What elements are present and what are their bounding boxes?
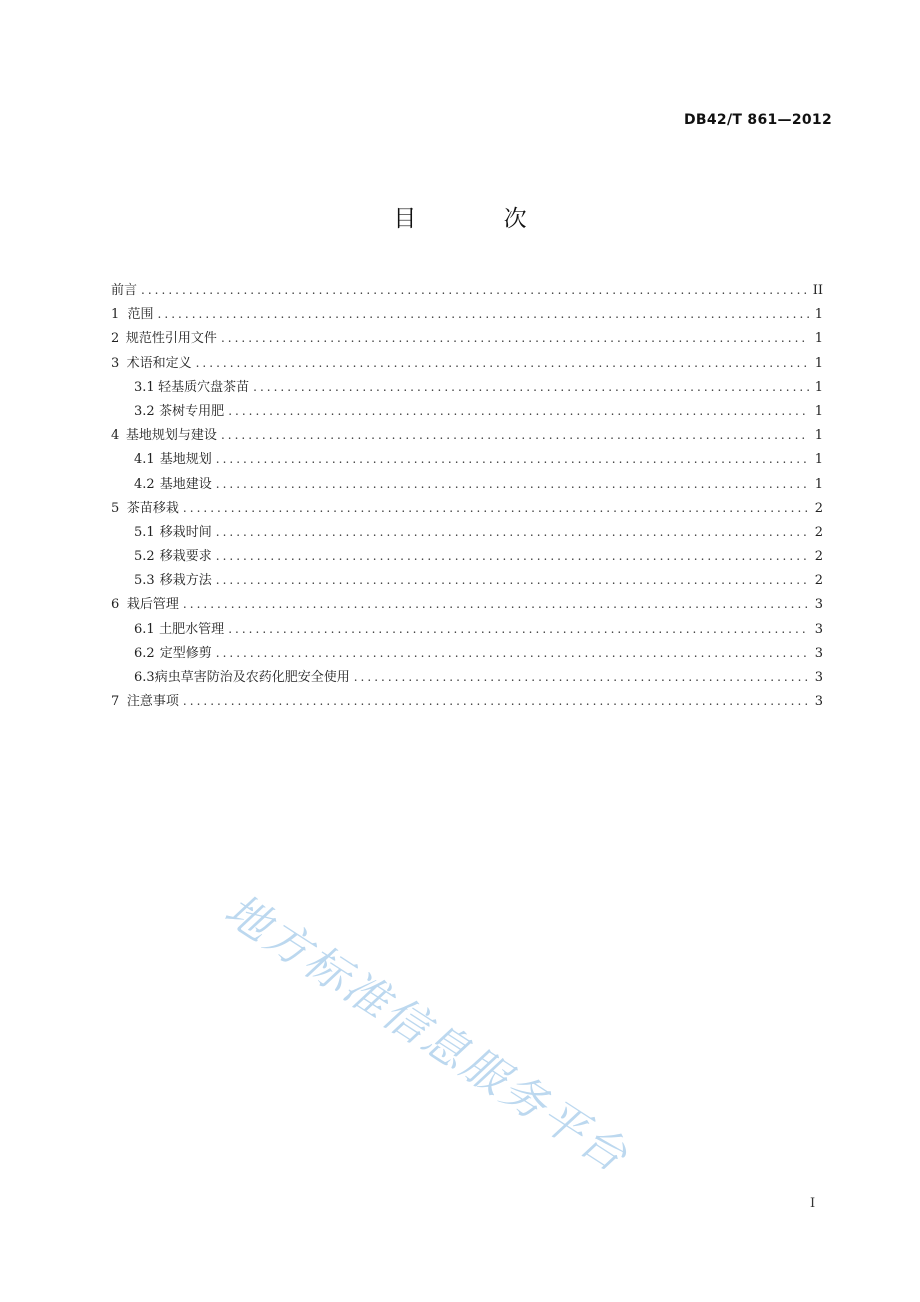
toc-entry[interactable]: [111, 447, 823, 471]
toc-entry-label: 基地规划: [159, 452, 212, 468]
toc-entry[interactable]: [111, 689, 823, 713]
toc-entry[interactable]: [111, 568, 823, 592]
toc-entry[interactable]: [111, 617, 823, 641]
toc-leader-dots: [221, 423, 809, 447]
toc-leader-dots: [228, 399, 809, 423]
toc-entry[interactable]: [111, 326, 823, 350]
toc-leader-dots: [228, 617, 809, 641]
toc-entry[interactable]: [111, 544, 823, 568]
toc-entry-label: 移栽要求: [159, 549, 212, 565]
toc-entry-page: 1: [814, 476, 823, 492]
toc-entry-page: 2: [814, 573, 823, 589]
toc-leader-dots: [141, 278, 809, 302]
toc-entry-label: 基地规划与建设: [125, 428, 217, 444]
toc-entry-label: 移栽时间: [159, 524, 212, 540]
toc-entry-label: 术语和定义: [126, 355, 192, 371]
toc-entry-page: 1: [814, 331, 823, 347]
toc-entry-page: 1: [814, 307, 823, 323]
toc-entry-label: 病虫草害防治及农药化肥安全使用: [154, 670, 350, 685]
page-number: I: [810, 1196, 816, 1211]
toc-entry-page: 1: [814, 452, 823, 468]
toc-entry[interactable]: [111, 641, 823, 665]
toc-entry[interactable]: [111, 278, 823, 302]
toc-entry-number: 5.1: [134, 524, 155, 540]
toc-entry-page: 2: [814, 549, 823, 565]
toc-entry-number: 4.2: [134, 476, 155, 492]
toc-entry-number: 2: [111, 331, 120, 347]
toc-entry-label: 前言: [111, 283, 138, 298]
toc-leader-dots: [221, 326, 809, 350]
toc-leader-dots: [196, 351, 809, 375]
toc-entry-number: 6.2: [134, 645, 155, 661]
toc-leader-dots: [253, 375, 809, 399]
toc-entry-label: 规范性引用文件: [125, 331, 217, 347]
toc-entry-number: 4: [111, 428, 120, 444]
toc-entry-number: 6.3: [134, 670, 155, 685]
toc-leader-dots: [158, 302, 809, 326]
toc-leader-dots: [216, 520, 809, 544]
toc-entry-label: 茶树专用肥: [159, 403, 225, 419]
toc-entry-number: 6.1: [134, 621, 155, 637]
toc-entry-page: 2: [814, 524, 823, 540]
toc-entry-number: 5.2: [134, 549, 155, 565]
toc-entry-label: 土肥水管理: [159, 621, 225, 637]
toc-entry[interactable]: [111, 472, 823, 496]
toc-entry[interactable]: [111, 423, 823, 447]
toc-leader-dots: [183, 496, 809, 520]
toc-entry-page: 3: [814, 645, 823, 661]
toc-entry[interactable]: [111, 399, 823, 423]
toc-entry[interactable]: [111, 665, 823, 689]
toc-leader-dots: [216, 641, 809, 665]
toc-entry-label: 范围: [127, 307, 154, 323]
toc-leader-dots: [216, 544, 809, 568]
toc-entry-label: 栽后管理: [126, 597, 179, 613]
toc-entry-page: 3: [814, 694, 823, 710]
toc-entry-label: 茶苗移栽: [126, 500, 179, 516]
toc-leader-dots: [183, 592, 809, 616]
document-code: DB42/T 861—2012: [684, 112, 832, 128]
toc-entry[interactable]: [111, 520, 823, 544]
toc-entry-page: 1: [814, 428, 823, 444]
toc-entry-label: 轻基质穴盘茶苗: [158, 379, 250, 395]
toc-leader-dots: [354, 665, 809, 689]
toc-leader-dots: [216, 568, 809, 592]
toc-entry-page: 3: [814, 621, 823, 637]
toc-entry[interactable]: [111, 496, 823, 520]
toc-entry-label: 注意事项: [126, 694, 179, 710]
toc-entry-number: 5: [111, 500, 120, 516]
toc-entry-number: 3.1: [134, 379, 155, 395]
toc-entry-page: 2: [814, 500, 823, 516]
toc-entry[interactable]: [111, 375, 823, 399]
toc-entry-label: 移栽方法: [159, 573, 212, 589]
watermark: 地方标准信息服务平台: [215, 884, 638, 1184]
toc-title: 目 次: [393, 206, 567, 232]
toc-entry-number: 3: [111, 355, 120, 371]
toc-entry-number: 4.1: [134, 452, 155, 468]
toc-entry-number: 6: [111, 597, 120, 613]
toc-entry-number: 7: [111, 694, 120, 710]
toc-entry[interactable]: [111, 302, 823, 326]
toc-entry-label: 定型修剪: [159, 645, 212, 661]
toc-entry-number: 5.3: [134, 573, 155, 589]
toc-entry-label: 基地建设: [159, 476, 212, 492]
table-of-contents: [111, 278, 823, 713]
toc-entry[interactable]: [111, 592, 823, 616]
toc-entry-number: 3.2: [134, 403, 155, 419]
toc-leader-dots: [216, 472, 809, 496]
toc-entry-page: II: [812, 283, 823, 298]
toc-entry[interactable]: [111, 351, 823, 375]
toc-entry-page: 1: [814, 355, 823, 371]
toc-entry-page: 3: [814, 597, 823, 613]
toc-leader-dots: [183, 689, 809, 713]
toc-entry-number: 1: [111, 307, 120, 323]
toc-entry-page: 1: [814, 379, 823, 395]
toc-entry-page: 1: [814, 403, 823, 419]
toc-entry-page: 3: [814, 670, 823, 685]
toc-leader-dots: [216, 447, 809, 471]
